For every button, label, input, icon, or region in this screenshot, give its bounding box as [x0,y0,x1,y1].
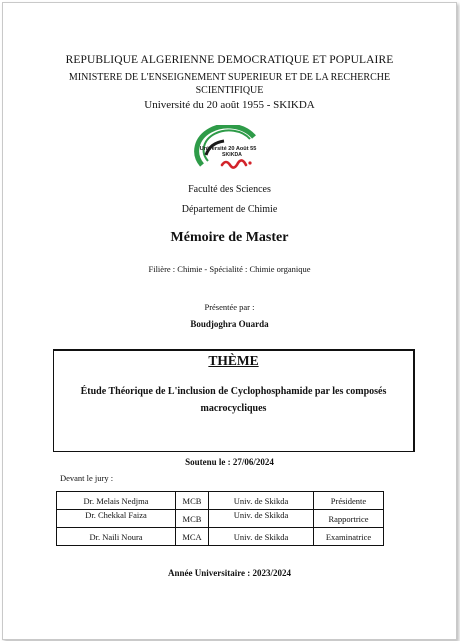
jury-name: Dr. Melais Nedjma [57,492,176,510]
academic-year: Année Universitaire : 2023/2024 [167,568,292,578]
university-logo-icon [188,125,268,177]
university-heading: Université du 20 août 1955 - SKIKDA [144,99,315,111]
logo-text-line2: SKIKDA [222,152,242,158]
republic-heading: REPUBLIQUE ALGERIENNE DEMOCRATIQUE ET POPULAIRE [65,54,394,66]
filiere-label: Filière : Chimie - Spécialité : Chimie organique [148,264,311,274]
jury-grade: MCA [176,528,209,546]
department-label: Département de Chimie [181,204,278,215]
jury-role: Examinatrice [314,528,384,546]
jury-name: Dr. Chekkal Faiza [57,510,176,528]
table-row [57,510,384,528]
theme-label: THÈME [208,353,259,368]
jury-role: Rapportrice [314,510,384,528]
table-row [57,492,384,510]
table-row [57,528,384,546]
theme-box [53,349,415,452]
defense-date: Soutenu le : 27/06/2024 [185,457,274,467]
presented-by-label: Présentée par : [204,302,255,312]
jury-grade: MCB [176,492,209,510]
jury-table [56,491,384,546]
document-page [2,2,457,640]
jury-grade: MCB [176,510,209,528]
ministry-heading-line2: SCIENTIFIQUE [195,85,264,96]
memoire-title: Mémoire de Master [170,230,289,245]
faculty-label: Faculté des Sciences [188,184,271,195]
logo-text-line1: Université 20 Août 55 [199,146,257,152]
author-name: Boudjoghra Ouarda [190,319,269,329]
jury-institution: Univ. de Skikda [209,528,314,546]
ministry-heading-line1: MINISTERE DE L'ENSEIGNEMENT SUPERIEUR ET DE LA RECHERCHE [68,72,391,83]
jury-role: Présidente [314,492,384,510]
jury-name: Dr. Naili Noura [57,528,176,546]
jury-label: Devant le jury : [60,473,114,483]
jury-institution: Univ. de Skikda [209,492,314,510]
theme-text: Étude Théorique de L'inclusion de Cyclophosphamide par les composés macrocycliques [80,386,387,414]
jury-institution: Univ. de Skikda [209,510,314,528]
